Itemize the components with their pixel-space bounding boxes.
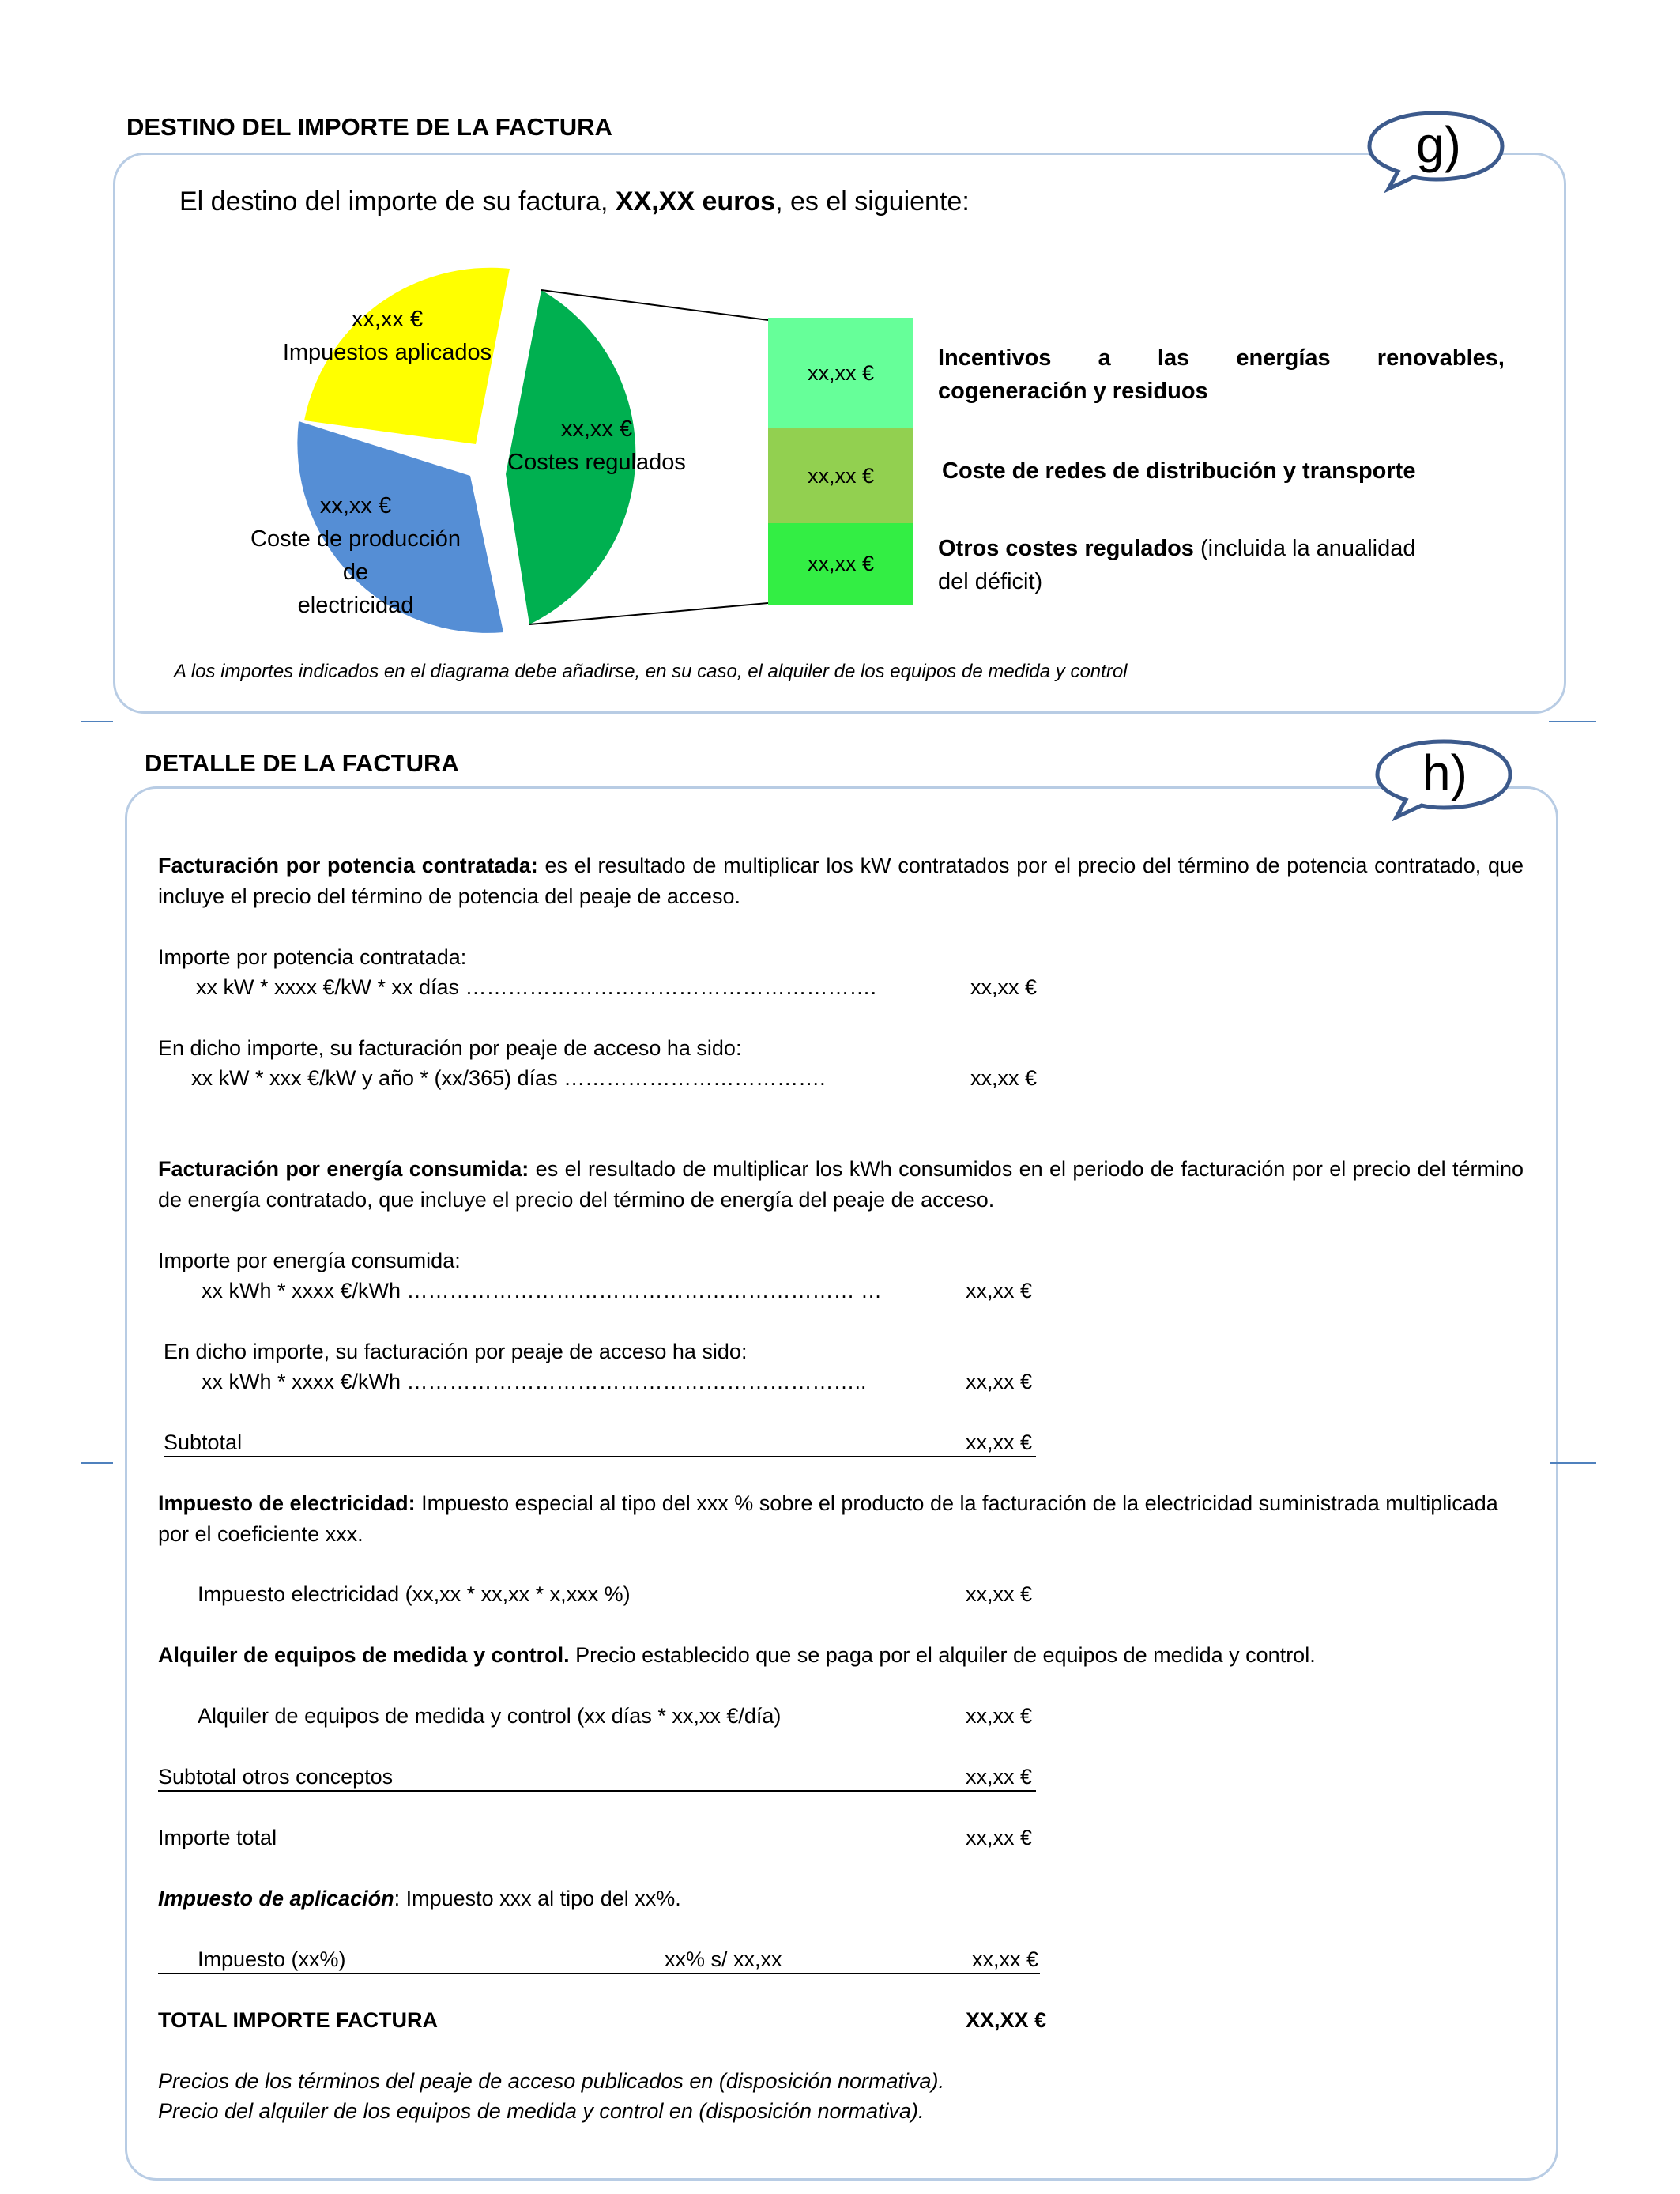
intro-prefix: El destino del importe de su factura, <box>179 187 616 217</box>
slice-text-produccion-1: Coste de producción <box>250 526 461 552</box>
intro-amount: XX,XX euros <box>615 187 776 217</box>
energia-desc: es el resultado de multiplicar los kWh consumidos en el periodo de facturación por el precio del término de energía contratado, que incluye el precio del término de energía del peaje de acceso. <box>158 1157 1524 1212</box>
energia-paragraph <box>158 1154 1524 1216</box>
alquiler-amount: xx,xx € <box>966 1704 1033 1728</box>
otros-line-2: del déficit) <box>938 569 1043 595</box>
impuesto-aplic-title: Impuesto de aplicación <box>158 1887 394 1910</box>
section-h-title: DETALLE DE LA FACTURA <box>145 749 459 777</box>
slice-text-produccion-2: de <box>342 560 369 586</box>
section-g-title: DESTINO DEL IMPORTE DE LA FACTURA <box>126 113 612 141</box>
impuesto-elec-amount: xx,xx € <box>966 1582 1033 1606</box>
peaje-energia-label: En dicho importe, su facturación por peaje de acceso ha sido: <box>164 1340 748 1363</box>
peaje-potencia-formula: xx kW * xxx €/kW y año * (xx/365) días ………………………………. <box>191 1066 826 1090</box>
divider-mark-right <box>1549 721 1596 722</box>
connector-bottom <box>529 603 768 624</box>
divider-mark-left <box>81 721 113 722</box>
slice-amount-costes: xx,xx € <box>560 417 633 442</box>
destino-intro <box>179 187 970 217</box>
slice-label-impuestos <box>261 303 514 369</box>
subtotal-amount: xx,xx € <box>966 1431 1033 1454</box>
alquiler-formula: Alquiler de equipos de medida y control (xx días * xx,xx €/día) <box>198 1704 782 1728</box>
alquiler-paragraph <box>158 1640 1501 1671</box>
importe-energia-label: Importe por energía consumida: <box>158 1249 461 1272</box>
breakdown-incentivos: xx,xx € <box>768 318 913 428</box>
impuesto-elec-formula: Impuesto electricidad (xx,xx * xx,xx * x,xxx %) <box>198 1582 631 1606</box>
impuesto-label: Impuesto (xx%) <box>198 1947 346 1971</box>
slice-label-produccion <box>229 489 482 622</box>
incentivos-line-1: Incentivos a las energías renovables, <box>938 345 1505 371</box>
badge-h: h) <box>1422 745 1467 801</box>
impuesto-base: xx% s/ xx,xx <box>665 1947 782 1971</box>
importe-total-label: Importe total <box>158 1826 277 1849</box>
potencia-paragraph <box>158 850 1524 912</box>
diagram-note: A los importes indicados en el diagrama debe añadirse, en su caso, el alquiler de los equipos de medida y control <box>174 661 1128 682</box>
importe-potencia-label: Importe por potencia contratada: <box>158 945 467 969</box>
breakdown-text-otros <box>938 532 1523 598</box>
impuesto-aplic-desc: : Impuesto xxx al tipo del xx%. <box>394 1887 681 1910</box>
incentivos-line-2: cogeneración y residuos <box>938 379 1208 405</box>
alquiler-desc: Precio establecido que se paga por el alquiler de equipos de medida y control. <box>569 1643 1316 1667</box>
importe-potencia-amount: xx,xx € <box>970 975 1038 999</box>
impuesto-amount: xx,xx € <box>972 1947 1039 1971</box>
importe-potencia-formula: xx kW * xxxx €/kW * xx días …………………………………………………. <box>196 975 877 999</box>
breakdown-text-incentivos <box>938 341 1505 408</box>
slice-text-produccion-3: electricidad <box>297 593 414 619</box>
importe-total-amount: xx,xx € <box>966 1826 1033 1849</box>
peaje-energia-formula: xx kWh * xxxx €/kWh ……………………………………………………….. <box>202 1370 867 1393</box>
potencia-title: Facturación por potencia contratada: <box>158 854 538 877</box>
importe-energia-formula: xx kWh * xxxx €/kWh ……………………………………………………… … <box>202 1279 883 1302</box>
subtotal-otros-amount: xx,xx € <box>966 1765 1033 1789</box>
subtotal-otros-underline <box>158 1790 1036 1792</box>
subtotal-label: Subtotal <box>164 1431 243 1454</box>
intro-suffix: , es el siguiente: <box>775 187 970 217</box>
impuesto-elec-desc: Impuesto especial al tipo del xxx % sobre el producto de la facturación de la electricidad suministrada multiplicada por el coeficiente xxx. <box>158 1491 1498 1547</box>
total-amount: XX,XX € <box>966 2008 1047 2032</box>
subtotal-underline <box>164 1456 1036 1457</box>
slice-label-costes <box>470 413 723 479</box>
peaje-energia-amount: xx,xx € <box>966 1370 1033 1393</box>
potencia-desc: es el resultado de multiplicar los kW contratados por el precio del término de potencia contratado, que incluye el precio del término de potencia del peaje de acceso. <box>158 854 1524 909</box>
alquiler-title: Alquiler de equipos de medida y control. <box>158 1643 570 1667</box>
otros-bold: Otros costes regulados <box>938 536 1194 561</box>
slice-text-costes: Costes regulados <box>507 450 686 476</box>
impuesto-underline <box>158 1973 1040 1974</box>
importe-energia-amount: xx,xx € <box>966 1279 1033 1302</box>
slice-amount-impuestos: xx,xx € <box>351 307 424 332</box>
breakdown-otros: xx,xx € <box>768 523 913 605</box>
impuesto-elec-paragraph <box>158 1488 1501 1550</box>
slice-text-impuestos: Impuestos aplicados <box>282 340 492 366</box>
impuesto-elec-title: Impuesto de electricidad: <box>158 1491 416 1515</box>
subtotal-otros-label: Subtotal otros conceptos <box>158 1765 394 1789</box>
total-label: TOTAL IMPORTE FACTURA <box>158 2008 438 2032</box>
breakdown-text-redes: Coste de redes de distribución y transporte <box>942 458 1416 484</box>
peaje-potencia-amount: xx,xx € <box>970 1066 1038 1090</box>
energia-title: Facturación por energía consumida: <box>158 1157 529 1181</box>
divider-mark-left-2 <box>81 1462 113 1464</box>
badge-g: g) <box>1416 116 1461 173</box>
breakdown-redes: xx,xx € <box>768 428 913 523</box>
divider-mark-right-2 <box>1550 1462 1596 1464</box>
footnote-1: Precios de los términos del peaje de acceso publicados en (disposición normativa). <box>158 2069 945 2093</box>
otros-rest: (incluida la anualidad <box>1193 536 1416 561</box>
footnote-2: Precio del alquiler de los equipos de medida y control en (disposición normativa). <box>158 2099 925 2123</box>
peaje-potencia-label: En dicho importe, su facturación por peaje de acceso ha sido: <box>158 1036 742 1060</box>
slice-amount-produccion: xx,xx € <box>319 493 392 518</box>
impuesto-aplic-paragraph <box>158 1883 681 1914</box>
